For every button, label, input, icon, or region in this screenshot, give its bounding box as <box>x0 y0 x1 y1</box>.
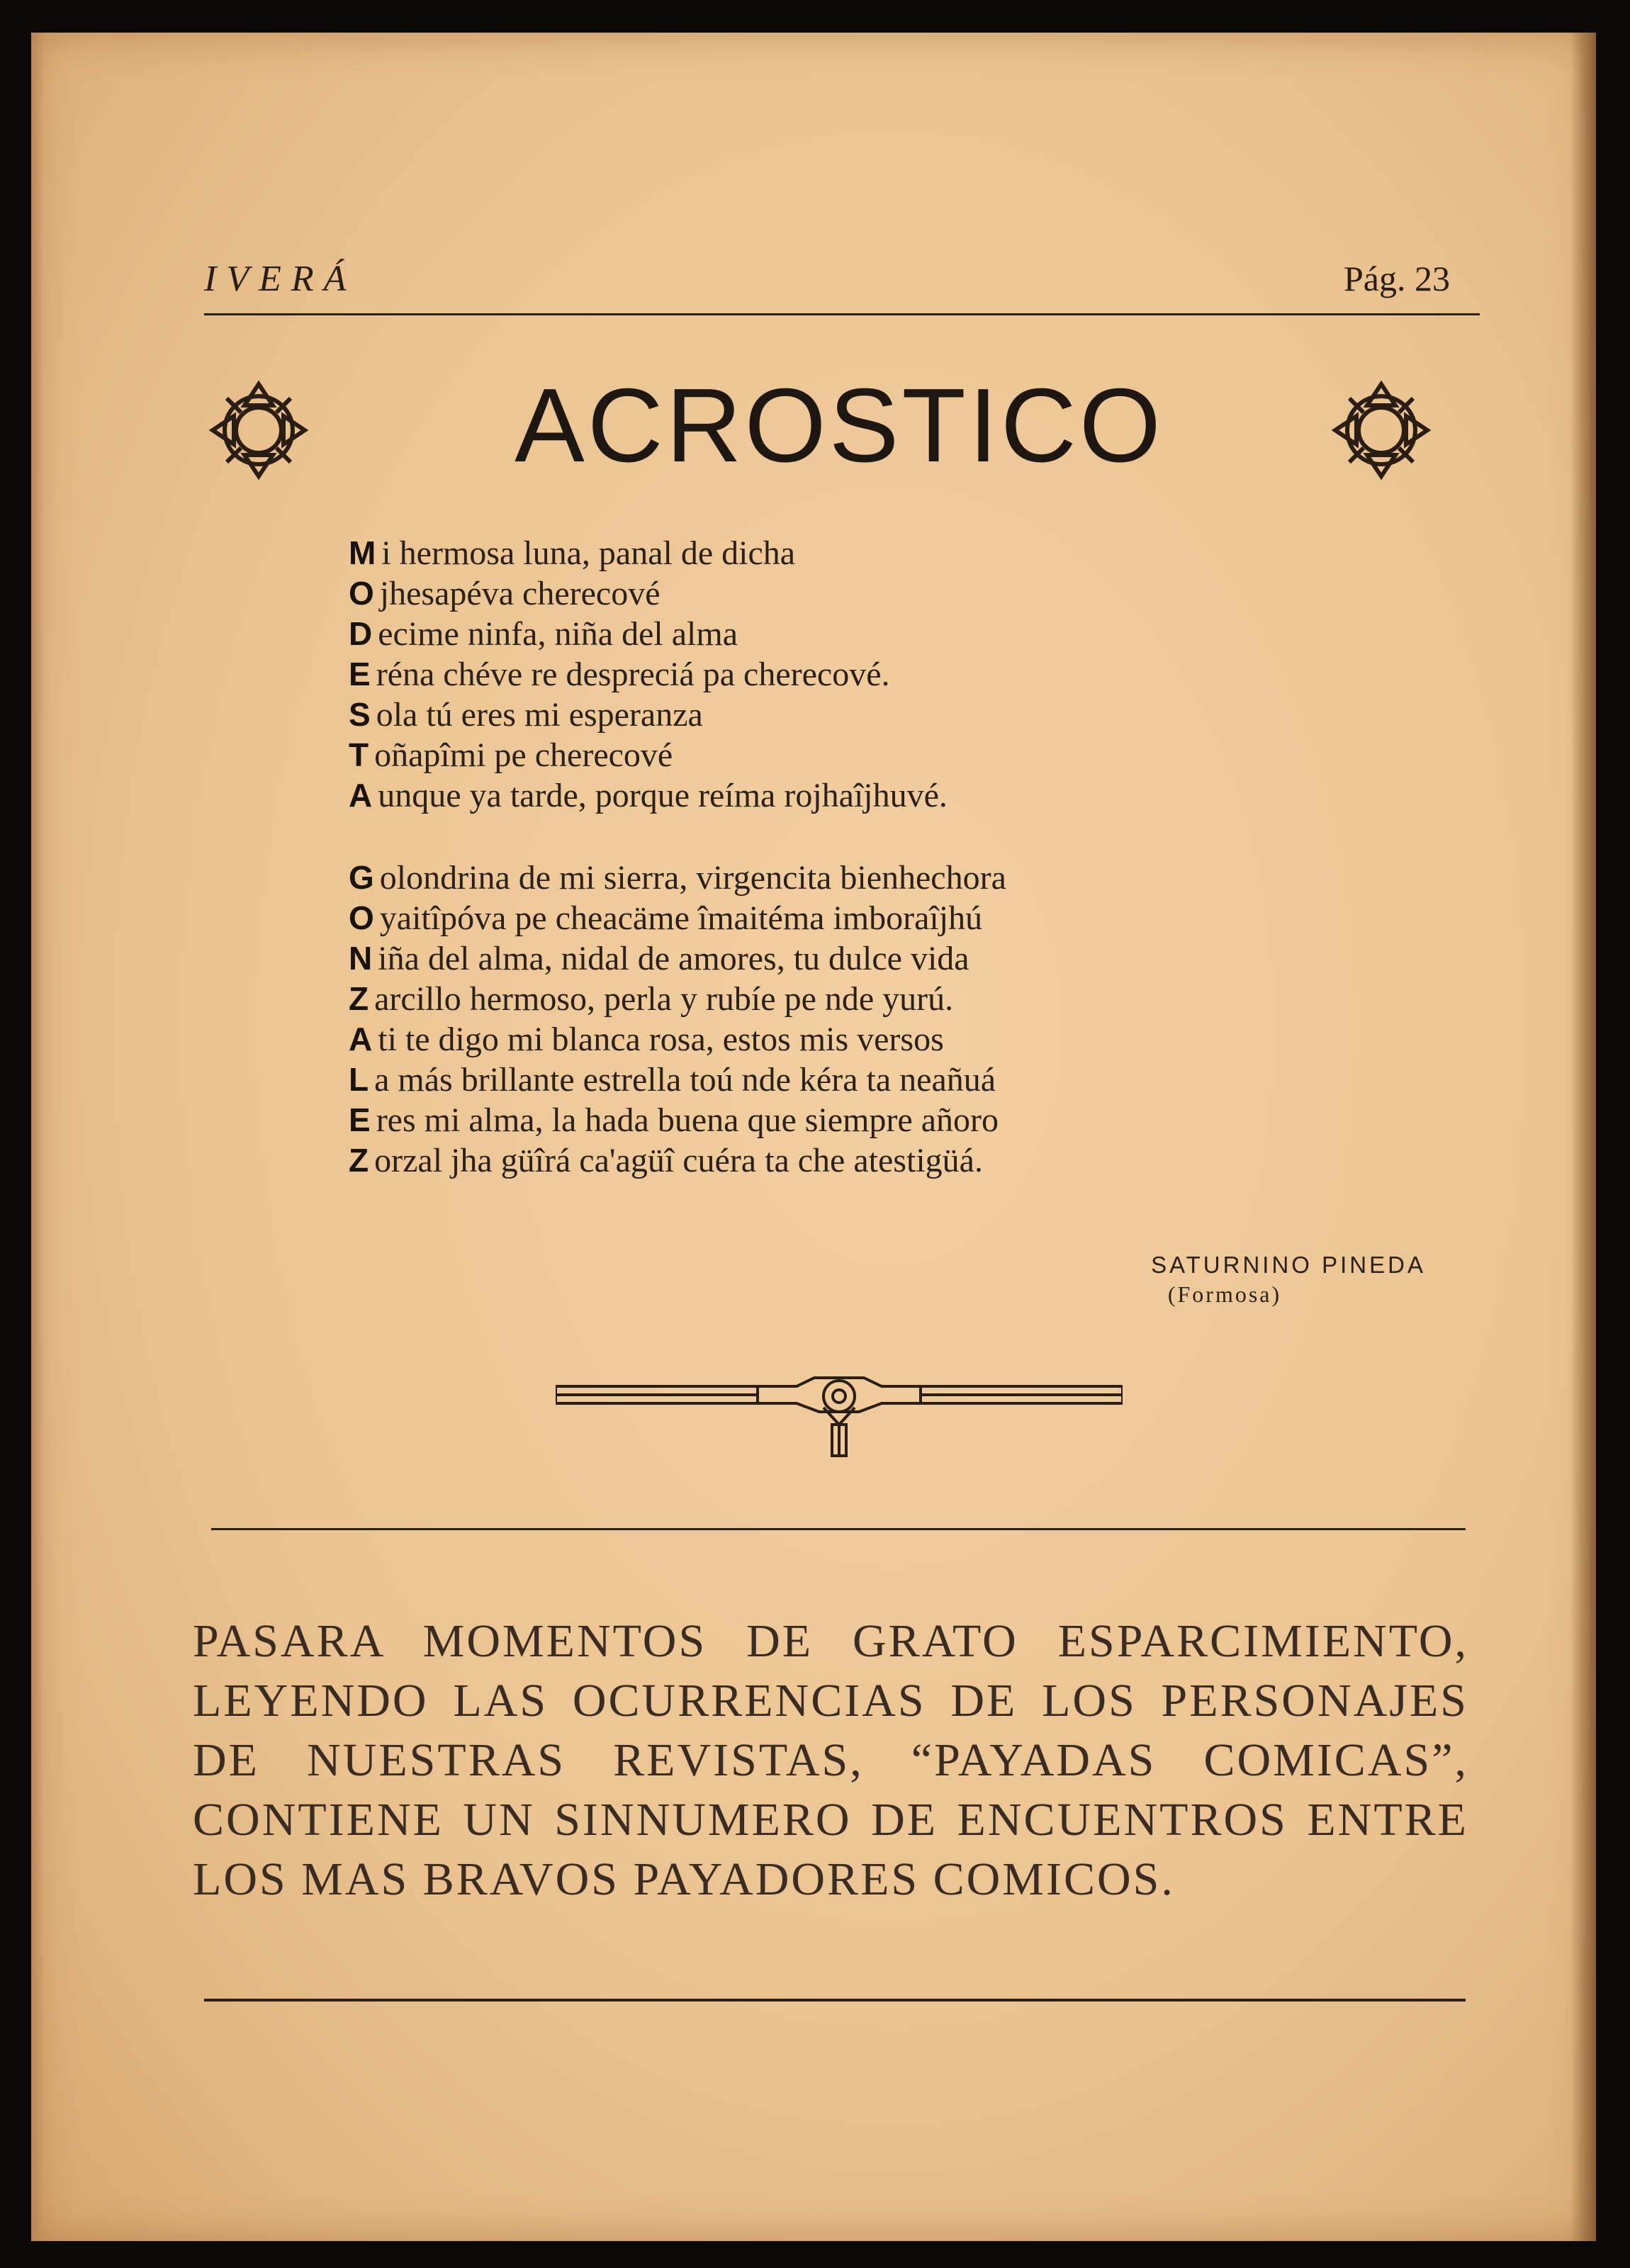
poem-stanza-1 <box>349 533 1341 816</box>
publication-name: IVERÁ <box>204 259 356 299</box>
poem-line: O yaitîpóva pe cheacäme îmaitéma imboraîjhú <box>349 899 983 937</box>
advertisement-text: PASARA MOMENTOS DE GRATO ESPARCIMIENTO, LEYENDO LAS OCURRENCIAS DE LOS PERSONAJES DE NUESTRAS REVISTAS, “PAYADAS COMICAS”, CONTIENE UN SINNUMERO DE ENCUENTROS ENTRE LOS MAS BRAVOS PAYADORES COMICOS. <box>193 1615 1468 1905</box>
ad-bottom-rule <box>204 1999 1466 2002</box>
poem-line: L a más brillante estrella toú nde kéra ta neañuá <box>349 1061 996 1099</box>
poem-title: ACROSTICO <box>515 367 1164 484</box>
poem-line: E réna chéve re despreciá pa cherecové. <box>349 656 890 693</box>
author-name: SATURNINO PINEDA <box>1151 1252 1426 1278</box>
poem-line: A unque ya tarde, porque reíma rojhaîjhuvé. <box>349 777 948 814</box>
poem-line: M i hermosa luna, panal de dicha <box>349 534 796 572</box>
right-ornament-icon <box>1328 377 1434 483</box>
poem-line: E res mi alma, la hada buena que siempre añoro <box>349 1101 999 1139</box>
poem-line: G olondrina de mi sierra, virgencita bienhechora <box>349 859 1006 897</box>
magazine-page <box>31 33 1596 2241</box>
page-number: Pág. 23 <box>1344 259 1450 298</box>
poem-line: S ola tú eres mi esperanza <box>349 696 703 734</box>
poem-line: O jhesapéva cherecové <box>349 575 661 612</box>
poem-line: Z arcillo hermoso, perla y rubíe pe nde yurú. <box>349 980 954 1018</box>
poem-line: N iña del alma, nidal de amores, tu dulce vida <box>349 940 969 977</box>
ornamental-divider-icon <box>556 1365 1123 1464</box>
poem-line: D ecime ninfa, niña del alma <box>349 615 738 653</box>
author-place: (Formosa) <box>1167 1281 1282 1307</box>
left-ornament-icon <box>206 377 312 483</box>
poem-line: Z orzal jha güîrá ca'agüî cuéra ta che atestigüá. <box>349 1142 983 1179</box>
poem-stanza-2 <box>349 858 1341 1181</box>
poem-line: A ti te digo mi blanca rosa, estos mis versos <box>349 1021 944 1058</box>
ad-top-rule <box>211 1528 1466 1530</box>
header-rule <box>204 313 1480 315</box>
poem-line: T oñapîmi pe cherecové <box>349 736 673 774</box>
